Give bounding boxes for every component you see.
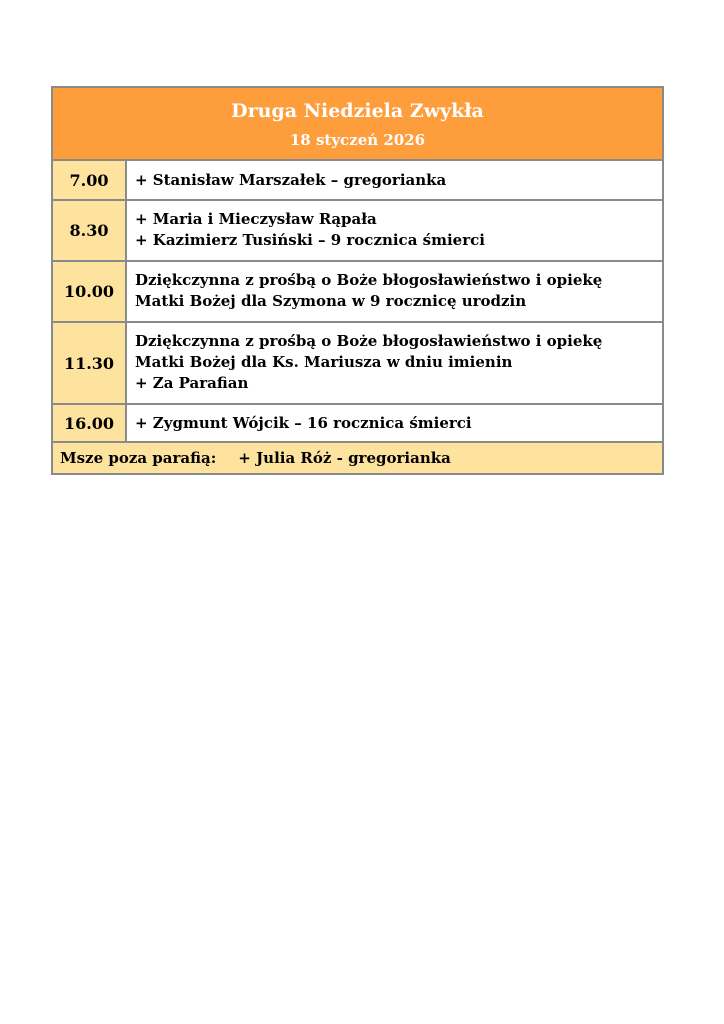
mass-time: 11.30 (53, 323, 127, 403)
intention-line: Matki Bożej dla Ks. Mariusza w dniu imienin (135, 353, 513, 371)
schedule-header (53, 88, 662, 161)
intention-line: + Zygmunt Wójcik – 16 rocznica śmierci (135, 414, 472, 432)
mass-intentions (127, 161, 662, 199)
schedule-title: Druga Niedziela Zwykła (231, 100, 484, 122)
mass-intentions (127, 405, 662, 441)
mass-time: 7.00 (53, 161, 127, 199)
intention-line: Matki Bożej dla Szymona w 9 rocznicę urodzin (135, 292, 527, 310)
external-masses-value: + Julia Róż - gregorianka (238, 449, 451, 467)
external-masses-label: Msze poza parafią: (60, 449, 217, 467)
external-masses-row (53, 443, 662, 473)
intention-line: + Za Parafian (135, 374, 249, 392)
intention-line: + Kazimierz Tusiński – 9 rocznica śmierci (135, 231, 485, 249)
mass-time: 10.00 (53, 262, 127, 321)
mass-row (53, 161, 662, 201)
mass-intentions (127, 201, 662, 260)
mass-schedule-table (51, 86, 664, 475)
mass-intentions (127, 262, 662, 321)
intention-line: Dziękczynna z prośbą o Boże błogosławieństwo i opiekę (135, 271, 603, 289)
mass-row (53, 323, 662, 405)
intention-line: + Maria i Mieczysław Rąpała (135, 210, 377, 228)
mass-row (53, 405, 662, 443)
intention-line: + Stanisław Marszałek – gregorianka (135, 171, 447, 189)
mass-row (53, 262, 662, 323)
mass-intentions (127, 323, 662, 403)
intention-line: Dziękczynna z prośbą o Boże błogosławieństwo i opiekę (135, 332, 603, 350)
mass-time: 8.30 (53, 201, 127, 260)
schedule-date: 18 styczeń 2026 (289, 131, 426, 149)
mass-time: 16.00 (53, 405, 127, 441)
mass-row (53, 201, 662, 262)
